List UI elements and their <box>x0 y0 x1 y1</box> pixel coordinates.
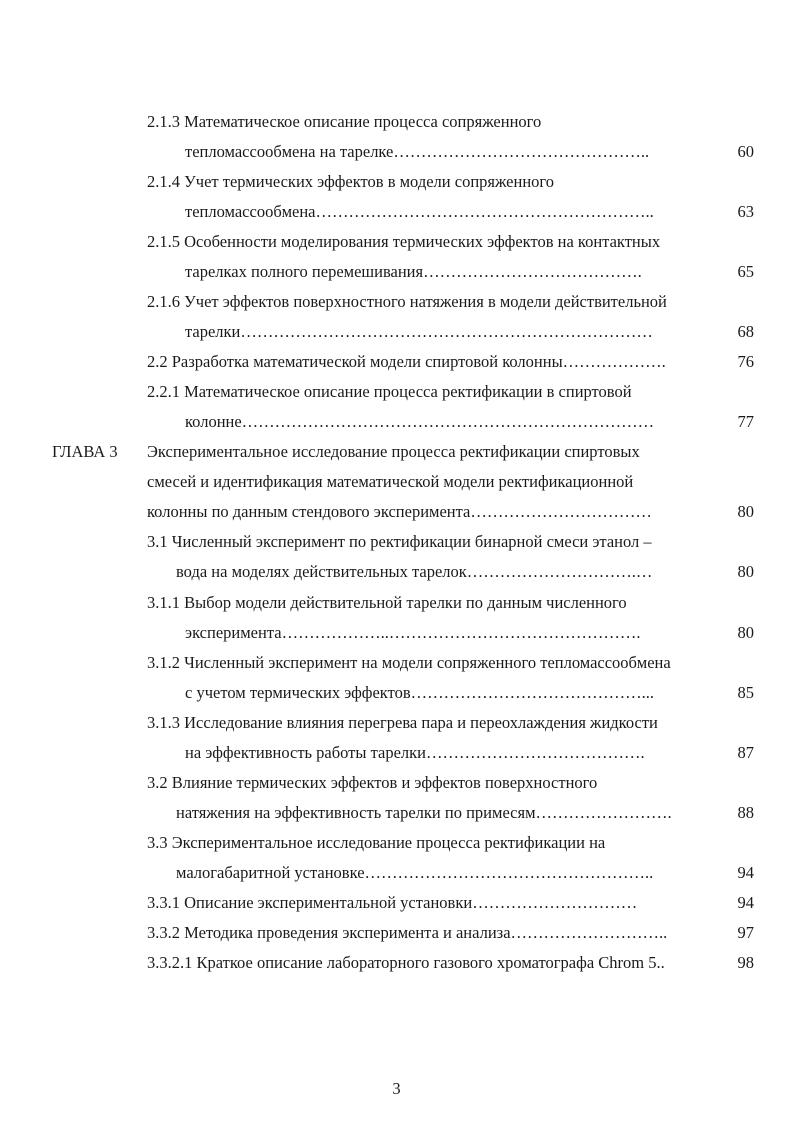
toc-page-number: 65 <box>737 262 754 281</box>
toc-entry-title: 3.1.2 Численный эксперимент на модели сопряженного тепломассообмена <box>147 653 671 672</box>
toc-page-number: 76 <box>737 352 754 371</box>
toc-page-number: 88 <box>737 803 754 822</box>
toc-page-number: 98 <box>737 953 754 972</box>
toc-entry-title: 2.1.3 Математическое описание процесса сопряженного <box>147 112 542 131</box>
toc-entry-title-cont: малогабаритной установке…………………………………………….. <box>176 863 654 882</box>
toc-entry-title: 2.2.1 Математическое описание процесса ректификации в спиртовой <box>147 382 632 401</box>
toc-page-number: 87 <box>737 743 754 762</box>
chapter-title-cont: смесей и идентификация математической модели ректификационной <box>147 472 634 491</box>
toc-entry-title-cont: с учетом термических эффектов……………………………………... <box>185 683 655 702</box>
toc-page-number: 80 <box>737 562 754 581</box>
toc-entry-title: 3.3.1 Описание экспериментальной установки………………………… <box>147 893 638 912</box>
toc-entry-title-cont: тепломассообмена…………………………………………………….. <box>185 202 654 221</box>
toc-entry-title-cont: на эффективность работы тарелки…………………………………. <box>185 743 645 762</box>
toc-page-number: 94 <box>737 893 754 912</box>
toc-entry-title: 3.3.2 Методика проведения эксперимента и анализа……………………….. <box>147 923 668 942</box>
toc-entry-title-cont: вода на моделях действительных тарелок………………………….… <box>176 562 653 581</box>
toc-page-number: 85 <box>737 683 754 702</box>
toc-entry-title: 3.1 Численный эксперимент по ректификации бинарной смеси этанол – <box>147 532 652 551</box>
toc-entry-title-cont: натяжения на эффективность тарелки по примесям……………………. <box>176 803 672 822</box>
toc-page-number: 63 <box>737 202 754 221</box>
toc-entry-title: 2.2 Разработка математической модели спиртовой колонны………………. <box>147 352 666 371</box>
toc-page-number: 97 <box>737 923 754 942</box>
toc-entry-title: 2.1.4 Учет термических эффектов в модели сопряженного <box>147 172 555 191</box>
toc-page-number: 80 <box>737 502 754 521</box>
toc-entry-title: 3.1.3 Исследование влияния перегрева пара и переохлаждения жидкости <box>147 713 658 732</box>
toc-page-number: 94 <box>737 863 754 882</box>
toc-entry-title: 2.1.6 Учет эффектов поверхностного натяжения в модели действительной <box>147 292 667 311</box>
toc-entry-title: 3.3 Экспериментальное исследование процесса ректификации на <box>147 833 606 852</box>
page-number: 3 <box>392 1079 401 1098</box>
toc-page-number: 80 <box>737 623 754 642</box>
toc-entry-title-cont: тарелки………………………………………………………………… <box>185 322 653 341</box>
toc-entry-title-cont: эксперимента………………..………………………………………. <box>185 623 641 642</box>
toc-entry-title-cont: колонне………………………………………………………………… <box>185 412 655 431</box>
toc-entry-title: 2.1.5 Особенности моделирования термических эффектов на контактных <box>147 232 661 251</box>
toc-page-number: 60 <box>737 142 754 161</box>
toc-entry-title: 3.1.1 Выбор модели действительной тарелки по данным численного <box>147 593 627 612</box>
toc-entry-title: 3.3.2.1 Краткое описание лабораторного газового хроматографа Chrom 5.. <box>147 953 665 972</box>
toc-entry-title: 3.2 Влияние термических эффектов и эффектов поверхностного <box>147 773 598 792</box>
toc-entry-title-cont: тарелках полного перемешивания…………………………………. <box>185 262 642 281</box>
chapter-label: ГЛАВА 3 <box>52 442 118 461</box>
toc-entry-title-cont: тепломассообмена на тарелке……………………………………….. <box>185 142 650 161</box>
toc-page-number: 77 <box>737 412 754 431</box>
chapter-title: Экспериментальное исследование процесса ректификации спиртовых <box>147 442 640 461</box>
toc-page-number: 68 <box>737 322 754 341</box>
chapter-title-cont: колонны по данным стендового эксперимента…………………………… <box>147 502 652 521</box>
